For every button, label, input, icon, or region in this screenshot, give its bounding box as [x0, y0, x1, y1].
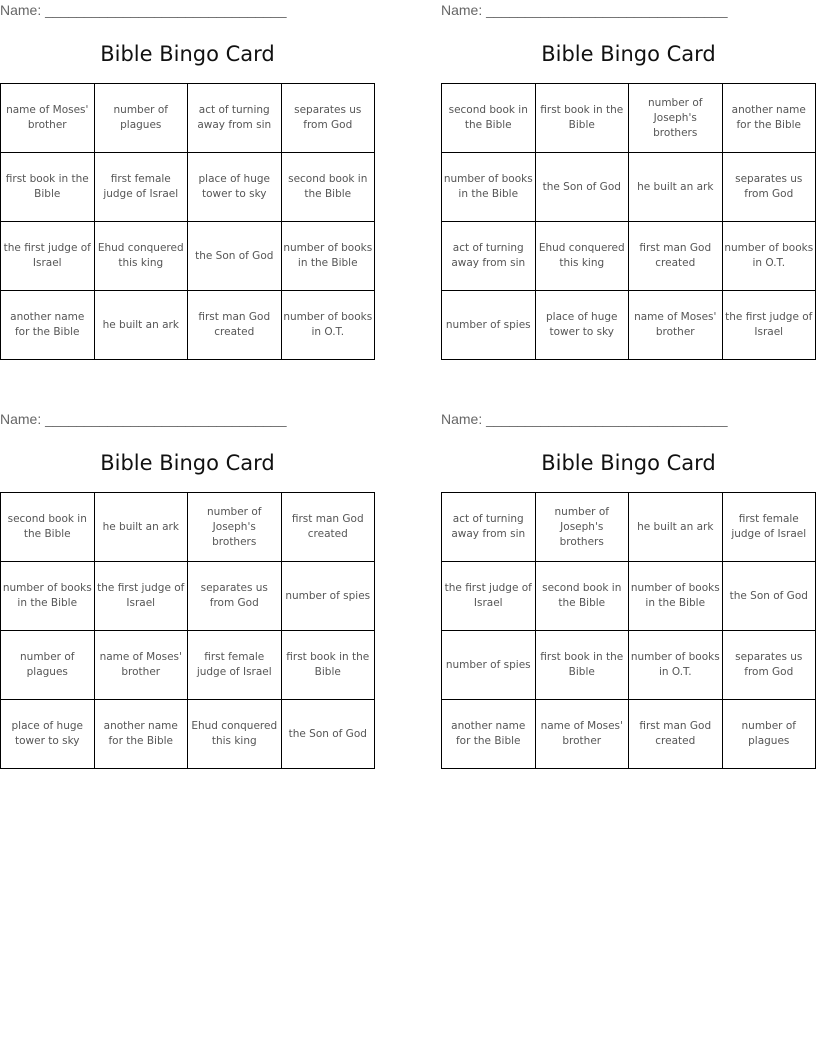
- bingo-cell: act of turning away from sin: [188, 84, 282, 153]
- bingo-row: [1, 562, 375, 631]
- bingo-cell: name of Moses' brother: [629, 291, 723, 360]
- bingo-row: [442, 493, 816, 562]
- name-field: [0, 2, 287, 18]
- bingo-cell: act of turning away from sin: [442, 493, 536, 562]
- name-line: _______________________________: [486, 2, 728, 18]
- bingo-row: [1, 700, 375, 769]
- bingo-cell: the first judge of Israel: [722, 291, 816, 360]
- bingo-cell: the Son of God: [188, 222, 282, 291]
- bingo-cell: number of Joseph's brothers: [535, 493, 629, 562]
- bingo-row: [442, 291, 816, 360]
- bingo-row: [1, 631, 375, 700]
- name-field: [441, 411, 728, 427]
- bingo-cell: first man God created: [281, 493, 375, 562]
- bingo-cell: number of spies: [442, 631, 536, 700]
- bingo-cell: separates us from God: [722, 631, 816, 700]
- bingo-cell: first book in the Bible: [535, 84, 629, 153]
- bingo-row: [1, 222, 375, 291]
- bingo-cell: number of books in the Bible: [1, 562, 95, 631]
- card-title: Bible Bingo Card: [541, 42, 716, 66]
- bingo-cell: number of Joseph's brothers: [188, 493, 282, 562]
- bingo-cell: separates us from God: [722, 153, 816, 222]
- bingo-cell: he built an ark: [94, 291, 188, 360]
- bingo-cell: separates us from God: [281, 84, 375, 153]
- card-title: Bible Bingo Card: [541, 451, 716, 475]
- name-label: Name:: [0, 411, 42, 427]
- name-label: Name:: [441, 2, 483, 18]
- bingo-cell: number of Joseph's brothers: [629, 84, 723, 153]
- bingo-row: [1, 84, 375, 153]
- bingo-cell: another name for the Bible: [94, 700, 188, 769]
- bingo-cell: another name for the Bible: [1, 291, 95, 360]
- bingo-cell: the first judge of Israel: [1, 222, 95, 291]
- bingo-row: [442, 153, 816, 222]
- bingo-cell: number of plagues: [1, 631, 95, 700]
- name-line: _______________________________: [45, 2, 287, 18]
- bingo-cell: first man God created: [188, 291, 282, 360]
- bingo-cell: number of plagues: [722, 700, 816, 769]
- bingo-row: [1, 493, 375, 562]
- name-label: Name:: [441, 411, 483, 427]
- name-label: Name:: [0, 2, 42, 18]
- bingo-cell: number of books in the Bible: [281, 222, 375, 291]
- bingo-cell: another name for the Bible: [722, 84, 816, 153]
- name-line: _______________________________: [486, 411, 728, 427]
- bingo-cell: name of Moses' brother: [535, 700, 629, 769]
- bingo-cell: name of Moses' brother: [94, 631, 188, 700]
- bingo-row: [442, 631, 816, 700]
- bingo-cell: number of books in O.T.: [722, 222, 816, 291]
- bingo-cell: Ehud conquered this king: [535, 222, 629, 291]
- card-title: Bible Bingo Card: [100, 451, 275, 475]
- bingo-cell: second book in the Bible: [535, 562, 629, 631]
- bingo-cell: the first judge of Israel: [94, 562, 188, 631]
- bingo-grid: [441, 83, 816, 360]
- bingo-cell: number of spies: [442, 291, 536, 360]
- bingo-cell: number of books in O.T.: [281, 291, 375, 360]
- card-title: Bible Bingo Card: [100, 42, 275, 66]
- bingo-cell: first man God created: [629, 700, 723, 769]
- bingo-cell: first book in the Bible: [281, 631, 375, 700]
- bingo-row: [442, 700, 816, 769]
- bingo-cell: number of spies: [281, 562, 375, 631]
- bingo-cell: Ehud conquered this king: [188, 700, 282, 769]
- bingo-grid: [441, 492, 816, 769]
- bingo-cell: second book in the Bible: [442, 84, 536, 153]
- bingo-cell: place of huge tower to sky: [188, 153, 282, 222]
- bingo-cell: first female judge of Israel: [188, 631, 282, 700]
- bingo-cell: he built an ark: [629, 493, 723, 562]
- bingo-cell: first book in the Bible: [1, 153, 95, 222]
- bingo-cell: number of plagues: [94, 84, 188, 153]
- bingo-cell: the Son of God: [722, 562, 816, 631]
- bingo-grid: [0, 492, 375, 769]
- bingo-row: [442, 562, 816, 631]
- name-line: _______________________________: [45, 411, 287, 427]
- bingo-row: [1, 291, 375, 360]
- bingo-cell: first female judge of Israel: [722, 493, 816, 562]
- bingo-cell: name of Moses' brother: [1, 84, 95, 153]
- bingo-cell: he built an ark: [629, 153, 723, 222]
- bingo-row: [442, 222, 816, 291]
- bingo-cell: he built an ark: [94, 493, 188, 562]
- bingo-cell: number of books in O.T.: [629, 631, 723, 700]
- bingo-row: [442, 84, 816, 153]
- bingo-cell: first book in the Bible: [535, 631, 629, 700]
- bingo-cell: Ehud conquered this king: [94, 222, 188, 291]
- bingo-cell: number of books in the Bible: [629, 562, 723, 631]
- name-field: [0, 411, 287, 427]
- bingo-cell: place of huge tower to sky: [535, 291, 629, 360]
- bingo-cell: the Son of God: [281, 700, 375, 769]
- bingo-cell: the first judge of Israel: [442, 562, 536, 631]
- bingo-cell: another name for the Bible: [442, 700, 536, 769]
- bingo-cell: first female judge of Israel: [94, 153, 188, 222]
- name-field: [441, 2, 728, 18]
- bingo-grid: [0, 83, 375, 360]
- bingo-row: [1, 153, 375, 222]
- bingo-cell: first man God created: [629, 222, 723, 291]
- bingo-cell: second book in the Bible: [1, 493, 95, 562]
- bingo-cell: number of books in the Bible: [442, 153, 536, 222]
- bingo-cell: act of turning away from sin: [442, 222, 536, 291]
- bingo-cell: place of huge tower to sky: [1, 700, 95, 769]
- bingo-cell: the Son of God: [535, 153, 629, 222]
- bingo-cell: separates us from God: [188, 562, 282, 631]
- bingo-cell: second book in the Bible: [281, 153, 375, 222]
